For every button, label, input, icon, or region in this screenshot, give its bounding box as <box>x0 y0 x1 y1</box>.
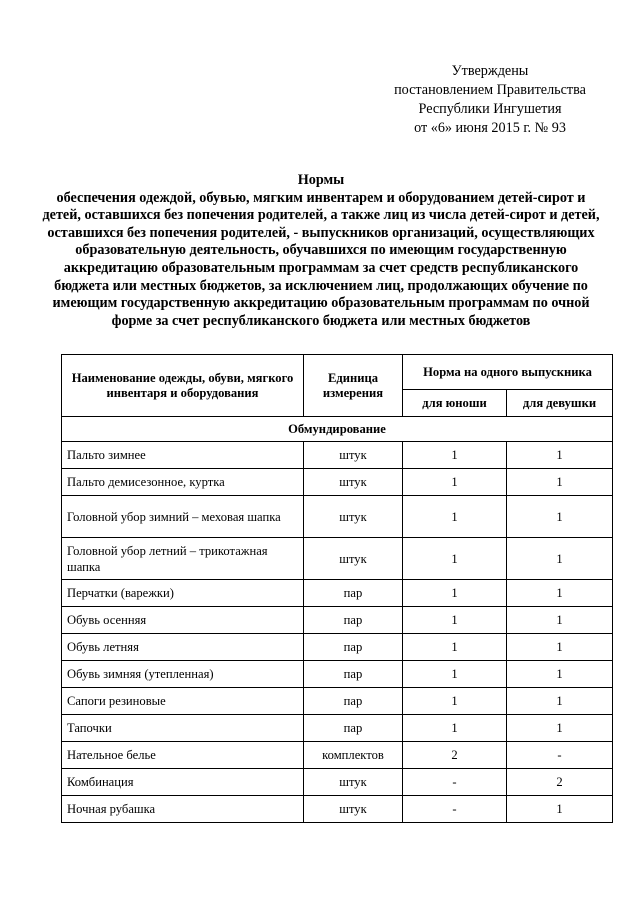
girls-norm-cell: 1 <box>507 442 613 469</box>
unit-cell: штук <box>304 796 403 823</box>
boys-norm-cell: 1 <box>403 580 507 607</box>
boys-norm-cell: 1 <box>403 607 507 634</box>
item-name-cell: Головной убор зимний – меховая шапка <box>62 496 304 538</box>
unit-cell: штук <box>304 496 403 538</box>
girls-norm-cell: 1 <box>507 496 613 538</box>
item-name-cell: Ночная рубашка <box>62 796 304 823</box>
approval-line-1: Утверждены <box>451 63 529 79</box>
table-row <box>62 688 613 715</box>
boys-norm-cell: 1 <box>403 469 507 496</box>
document-title <box>40 172 602 330</box>
boys-norm-cell: - <box>403 796 507 823</box>
table-row <box>62 742 613 769</box>
table-row <box>62 715 613 742</box>
table-row <box>62 442 613 469</box>
unit-cell: пар <box>304 607 403 634</box>
unit-cell: пар <box>304 661 403 688</box>
norms-table <box>61 354 613 823</box>
unit-cell: штук <box>304 538 403 580</box>
boys-norm-cell: 1 <box>403 661 507 688</box>
girls-norm-cell: - <box>507 742 613 769</box>
item-name-cell: Пальто демисезонное, куртка <box>62 469 304 496</box>
approval-line-3: Республики Ингушетия <box>418 101 562 117</box>
unit-cell: штук <box>304 769 403 796</box>
section-heading: Обмундирование <box>62 417 613 442</box>
unit-cell: комплектов <box>304 742 403 769</box>
approval-block <box>350 62 630 138</box>
girls-norm-cell: 1 <box>507 715 613 742</box>
girls-norm-cell: 1 <box>507 796 613 823</box>
item-name-cell: Обувь осенняя <box>62 607 304 634</box>
table-row <box>62 769 613 796</box>
item-name-cell: Головной убор летний – трикотажная шапка <box>62 538 304 580</box>
table-row <box>62 607 613 634</box>
table-row <box>62 469 613 496</box>
girls-norm-cell: 1 <box>507 688 613 715</box>
table-row <box>62 796 613 823</box>
unit-cell: пар <box>304 715 403 742</box>
header-girls: для девушки <box>507 390 613 417</box>
boys-norm-cell: 1 <box>403 688 507 715</box>
header-item-name: Наименование одежды, обуви, мягкого инвентаря и оборудования <box>62 355 304 417</box>
approval-line-4: от «6» июня 2015 г. № 93 <box>414 120 566 136</box>
item-name-cell: Нательное белье <box>62 742 304 769</box>
item-name-cell: Тапочки <box>62 715 304 742</box>
title-body: обеспечения одеждой, обувью, мягким инвентарем и оборудованием детей-сирот и детей, оставшихся без попечения родителей, а также лиц из числа детей-сирот и детей, оставшихся без попечения родителей, - выпускников организаций, осуществляющих образовательную деятельность, обучавшихся по имеющим государственную аккредитацию образовательным программам за счет средств республиканского бюджета или местных бюджетов, за исключением лиц, продолжающих обучение по имеющим государственную аккредитацию образовательным программам по очной форме за счет республиканского бюджета или местных бюджетов <box>42 189 600 329</box>
item-name-cell: Комбинация <box>62 769 304 796</box>
item-name-cell: Обувь зимняя (утепленная) <box>62 661 304 688</box>
girls-norm-cell: 1 <box>507 469 613 496</box>
item-name-cell: Перчатки (варежки) <box>62 580 304 607</box>
girls-norm-cell: 1 <box>507 538 613 580</box>
boys-norm-cell: 1 <box>403 538 507 580</box>
boys-norm-cell: - <box>403 769 507 796</box>
table-row <box>62 634 613 661</box>
title-heading: Нормы <box>297 172 345 188</box>
boys-norm-cell: 1 <box>403 442 507 469</box>
unit-cell: пар <box>304 688 403 715</box>
header-norm: Норма на одного выпускника <box>403 355 613 390</box>
item-name-cell: Сапоги резиновые <box>62 688 304 715</box>
unit-cell: пар <box>304 634 403 661</box>
unit-cell: пар <box>304 580 403 607</box>
table-row <box>62 538 613 580</box>
table-row <box>62 580 613 607</box>
girls-norm-cell: 1 <box>507 607 613 634</box>
item-name-cell: Обувь летняя <box>62 634 304 661</box>
boys-norm-cell: 2 <box>403 742 507 769</box>
header-boys: для юноши <box>403 390 507 417</box>
girls-norm-cell: 2 <box>507 769 613 796</box>
unit-cell: штук <box>304 442 403 469</box>
header-unit: Единица измерения <box>304 355 403 417</box>
approval-line-2: постановлением Правительства <box>394 82 586 98</box>
unit-cell: штук <box>304 469 403 496</box>
table-row <box>62 661 613 688</box>
boys-norm-cell: 1 <box>403 634 507 661</box>
girls-norm-cell: 1 <box>507 661 613 688</box>
girls-norm-cell: 1 <box>507 634 613 661</box>
table-row <box>62 496 613 538</box>
boys-norm-cell: 1 <box>403 496 507 538</box>
boys-norm-cell: 1 <box>403 715 507 742</box>
item-name-cell: Пальто зимнее <box>62 442 304 469</box>
girls-norm-cell: 1 <box>507 580 613 607</box>
